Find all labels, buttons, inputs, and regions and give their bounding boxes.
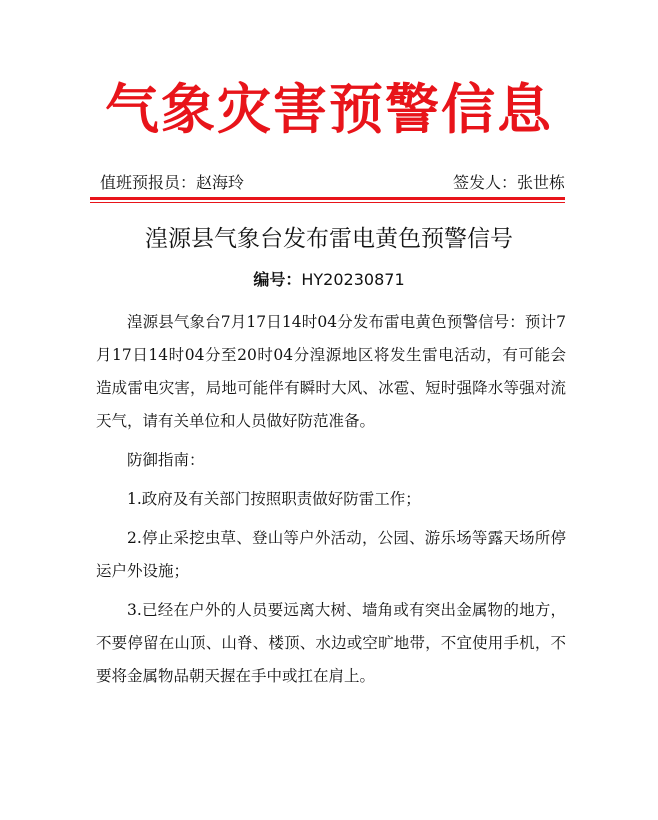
serial-label: 编号： [253,270,302,289]
document-title: 湟源县气象台发布雷电黄色预警信号 [145,226,513,252]
signer-row [90,170,565,196]
paragraph-guide-item-1: 1.政府及有关部门按照职责做好防雷工作； [127,490,421,508]
red-divider-thick [90,197,565,200]
serial-value: HY20230871 [301,270,405,289]
forecaster-label: 值班预报员：赵海玲 [100,173,245,192]
paragraph-guide-item-3: 3.已经在户外的人员要远离大树、墙角或有突出金属物的地方，不要停留在山顶、山脊、楼顶、水边或空旷地带，不宜使用手机，不要将金属物品朝天握在手中或扛在肩上。 [96,601,566,685]
paragraph-guide-heading: 防御指南： [127,451,205,469]
serial-number [0,268,658,292]
issuer-label: 签发人：张世栋 [452,173,565,192]
document-body [96,306,566,693]
paragraph-notice: 湟源县气象台7月17日14时04分发布雷电黄色预警信号：预计7月17日14时04分至20时04分湟源地区将发生雷电活动，有可能会造成雷电灾害，局地可能伴有瞬时大风、冰雹、短时强降水等强对流天气，请有关单位和人员做好防范准备。 [96,313,566,430]
paragraph-guide-item-2: 2.停止采挖虫草、登山等户外活动，公园、游乐场等露天场所停运户外设施； [96,529,566,580]
masthead-title: 气象灾害预警信息 [105,78,553,141]
red-divider-thin [90,202,565,203]
